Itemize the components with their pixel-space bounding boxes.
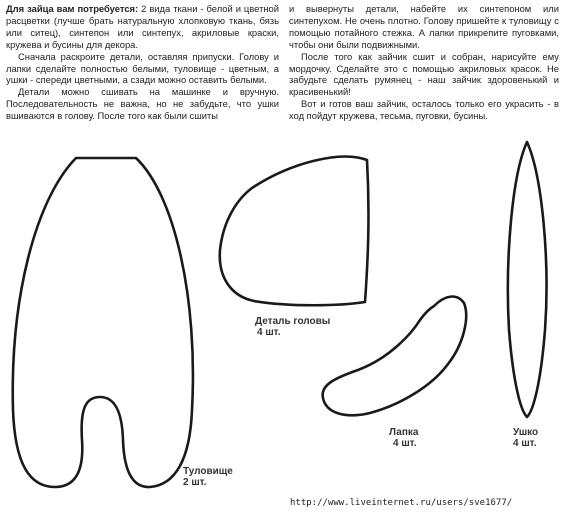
ear-caption-name: Ушко xyxy=(513,427,539,438)
ear-pattern-piece xyxy=(508,142,547,417)
body-caption-name: Туловище xyxy=(183,466,233,477)
face-paragraph: После того как зайчик сшит и собран, нарисуйте ему мордочку. Сделайте это с помощью акриловых красок. Не забудьте сделать румянец - наш зайчик здоровенький и красивенький! xyxy=(289,50,559,98)
body-caption-count: 2 шт. xyxy=(183,477,207,488)
stuffing-paragraph: и вывернуты детали, набейте их синтепоном или синтепухом. Не очень плотно. Голову пришейте к туловищу с помощью потайного стежка. А лапки прикрепите пуговками, чтобы они были подвижными. xyxy=(289,3,559,50)
materials-text: 2 вида ткани - белой и цветной расцветки (лучше брать натуральную хлопковую ткань, бязь или ситец), синтепон или синтепух, акриловые краски, кружева и бусины для декора. xyxy=(6,3,279,50)
head-caption-name: Деталь головы xyxy=(255,316,331,327)
paw-caption xyxy=(389,427,418,449)
body-pattern-piece xyxy=(13,158,193,487)
paw-pattern-piece xyxy=(323,297,467,416)
ear-caption-count: 4 шт. xyxy=(513,438,537,449)
materials-heading: Для зайца вам потребуется: xyxy=(6,3,139,14)
source-url: http://www.liveinternet.ru/users/sve1677/ xyxy=(290,498,513,508)
cutting-paragraph: Сначала раскроите детали, оставляя припуски. Голову и лапки сделайте полностью белыми, туловище - цветным, а ушки - спереди цветными, а сзади можно оставить белыми. xyxy=(6,50,279,86)
head-caption xyxy=(255,316,330,338)
paw-caption-name: Лапка xyxy=(389,427,419,438)
sewing-paragraph: Детали можно сшивать на машинке и вручную. Последовательность не важна, но не забудьте, что ушки вшиваются в голову. После того как были сшиты xyxy=(6,86,279,122)
body-caption xyxy=(183,466,233,488)
decor-paragraph: Вот и готов ваш зайчик, осталось только его украсить - в ход пойдут кружева, тесьма, пуговки, бусины. xyxy=(289,98,559,122)
paw-caption-count: 4 шт. xyxy=(393,438,417,449)
head-pattern-piece xyxy=(220,157,369,306)
head-caption-count: 4 шт. xyxy=(257,327,281,338)
ear-caption xyxy=(513,427,538,449)
